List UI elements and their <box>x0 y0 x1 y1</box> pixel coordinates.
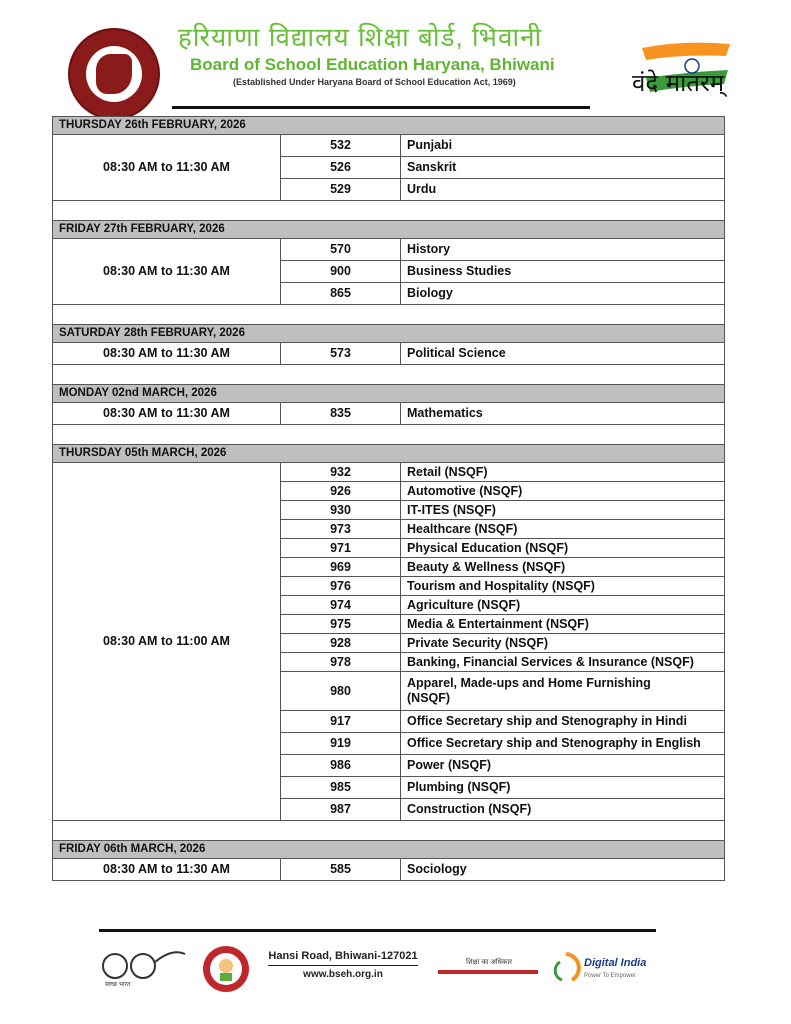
shiksha-ka-adhikar-logo <box>436 950 540 990</box>
subject-name: Media & Entertainment (NSQF) <box>401 615 725 634</box>
subject-name: Healthcare (NSQF) <box>401 520 725 539</box>
vande-mataram-logo <box>612 36 732 106</box>
subject-code: 526 <box>281 157 401 179</box>
exam-date: FRIDAY 06th MARCH, 2026 <box>53 841 725 859</box>
spacer-row <box>53 425 725 445</box>
subject-code: 987 <box>281 799 401 821</box>
header-divider <box>172 106 590 109</box>
spacer-cell <box>53 201 725 221</box>
subject-code: 986 <box>281 755 401 777</box>
subject-name: IT-ITES (NSQF) <box>401 501 725 520</box>
table-row <box>53 463 725 482</box>
subject-code: 985 <box>281 777 401 799</box>
subject-name: Tourism and Hospitality (NSQF) <box>401 577 725 596</box>
svg-text:शिक्षा का अधिकार: शिक्षा का अधिकार <box>466 959 513 966</box>
spacer-row <box>53 201 725 221</box>
subject-name: Business Studies <box>401 261 725 283</box>
exam-time: 08:30 AM to 11:30 AM <box>53 859 281 881</box>
subject-code: 585 <box>281 859 401 881</box>
subject-name: Sociology <box>401 859 725 881</box>
subject-name: Political Science <box>401 343 725 365</box>
subject-code: 865 <box>281 283 401 305</box>
subject-code: 932 <box>281 463 401 482</box>
subject-name: Retail (NSQF) <box>401 463 725 482</box>
subject-code: 917 <box>281 711 401 733</box>
subject-name: Physical Education (NSQF) <box>401 539 725 558</box>
subject-name: Apparel, Made-ups and Home Furnishing (NSQF) <box>401 672 725 711</box>
subject-name: Private Security (NSQF) <box>401 634 725 653</box>
subject-name: Office Secretary ship and Stenography in Hindi <box>401 711 725 733</box>
table-row <box>53 859 725 881</box>
subject-code: 570 <box>281 239 401 261</box>
spacer-cell <box>53 425 725 445</box>
day-header-row <box>53 385 725 403</box>
subject-name: Urdu <box>401 179 725 201</box>
table-row <box>53 239 725 261</box>
subject-code: 973 <box>281 520 401 539</box>
subject-code: 969 <box>281 558 401 577</box>
exam-time: 08:30 AM to 11:30 AM <box>53 343 281 365</box>
day-header-row <box>53 325 725 343</box>
exam-time: 08:30 AM to 11:00 AM <box>53 463 281 821</box>
subject-code: 978 <box>281 653 401 672</box>
subject-name: Office Secretary ship and Stenography in English <box>401 733 725 755</box>
table-row <box>53 403 725 425</box>
beti-bachao-logo <box>201 944 251 994</box>
subject-code: 928 <box>281 634 401 653</box>
day-header-row <box>53 117 725 135</box>
subject-name: Construction (NSQF) <box>401 799 725 821</box>
svg-text:वंदे मातरम्: वंदे मातरम् <box>632 69 725 97</box>
table-row <box>53 135 725 157</box>
exam-date: THURSDAY 05th MARCH, 2026 <box>53 445 725 463</box>
subject-name: Power (NSQF) <box>401 755 725 777</box>
hindi-title: हरियाणा विद्यालय शिक्षा बोर्ड, भिवानी <box>178 22 543 52</box>
subject-name: Biology <box>401 283 725 305</box>
subject-code: 919 <box>281 733 401 755</box>
subject-name: Automotive (NSQF) <box>401 482 725 501</box>
spacer-cell <box>53 305 725 325</box>
day-header-row <box>53 841 725 859</box>
subject-name: Sanskrit <box>401 157 725 179</box>
subject-code: 573 <box>281 343 401 365</box>
address: Hansi Road, Bhiwani-127021 <box>268 950 418 966</box>
footer-divider <box>99 929 656 932</box>
subject-code: 971 <box>281 539 401 558</box>
day-header-row <box>53 221 725 239</box>
exam-date: MONDAY 02nd MARCH, 2026 <box>53 385 725 403</box>
subject-code: 532 <box>281 135 401 157</box>
swachh-bharat-logo <box>97 946 187 990</box>
subject-name: Plumbing (NSQF) <box>401 777 725 799</box>
subject-name: Punjabi <box>401 135 725 157</box>
subject-name: History <box>401 239 725 261</box>
subject-name: Agriculture (NSQF) <box>401 596 725 615</box>
exam-time: 08:30 AM to 11:30 AM <box>53 239 281 305</box>
subject-code: 976 <box>281 577 401 596</box>
subject-code: 975 <box>281 615 401 634</box>
digital-india-logo <box>552 950 652 986</box>
table-row <box>53 343 725 365</box>
subject-name: Banking, Financial Services & Insurance (NSQF) <box>401 653 725 672</box>
svg-text:Power To Empower: Power To Empower <box>584 973 636 979</box>
subject-code: 900 <box>281 261 401 283</box>
spacer-cell <box>53 365 725 385</box>
subject-name: Mathematics <box>401 403 725 425</box>
svg-text:Digital India: Digital India <box>584 957 647 969</box>
subject-code: 835 <box>281 403 401 425</box>
svg-text:स्वच्छ भारत: स्वच्छ भारत <box>105 982 131 988</box>
board-subtitle: (Established Under Haryana Board of School Education Act, 1969) <box>233 77 516 87</box>
exam-time: 08:30 AM to 11:30 AM <box>53 403 281 425</box>
spacer-cell <box>53 821 725 841</box>
subject-code: 926 <box>281 482 401 501</box>
spacer-row <box>53 365 725 385</box>
board-title: Board of School Education Haryana, Bhiwani <box>190 55 555 74</box>
footer-address-block <box>268 950 418 981</box>
day-header-row <box>53 445 725 463</box>
exam-date: SATURDAY 28th FEBRUARY, 2026 <box>53 325 725 343</box>
exam-date: THURSDAY 26th FEBRUARY, 2026 <box>53 117 725 135</box>
spacer-row <box>53 821 725 841</box>
subject-code: 529 <box>281 179 401 201</box>
bseh-seal-logo <box>68 28 160 120</box>
subject-code: 974 <box>281 596 401 615</box>
subject-code: 930 <box>281 501 401 520</box>
spacer-row <box>53 305 725 325</box>
website-link[interactable]: www.bseh.org.in <box>303 969 383 980</box>
exam-time: 08:30 AM to 11:30 AM <box>53 135 281 201</box>
subject-code: 980 <box>281 672 401 711</box>
subject-name: Beauty & Wellness (NSQF) <box>401 558 725 577</box>
exam-schedule-table <box>52 116 725 881</box>
exam-date: FRIDAY 27th FEBRUARY, 2026 <box>53 221 725 239</box>
